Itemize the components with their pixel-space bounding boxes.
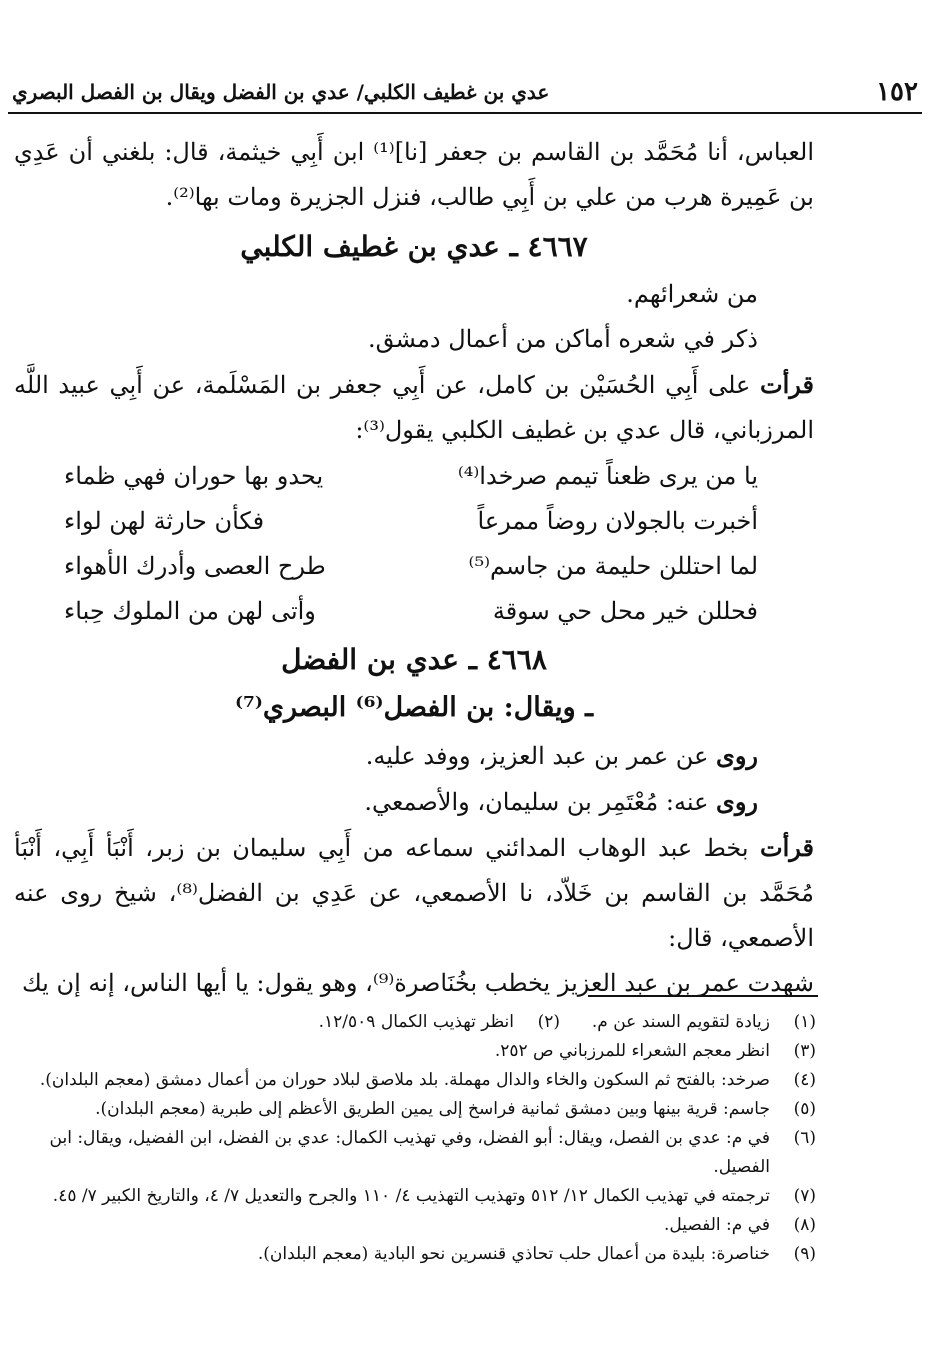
lead-word: روى [716,741,758,770]
verse-first-hemistich: يا من يرى ظعناً تيمم صرخدا⁽⁴⁾ [457,461,758,490]
verse-line [14,543,814,588]
verse-second-hemistich: وأتى لهن من الملوك حِباء [64,596,316,625]
footnote-row [16,1182,816,1211]
footnote-row [16,1211,816,1240]
verse-line [14,588,814,633]
verse-second-hemistich: يحدو بها حوران فهي ظماء [64,461,324,490]
footnote-pair [16,1008,770,1037]
paragraph [14,779,814,825]
footnote-row [16,1037,816,1066]
footnote-text: خناصرة: بليدة من أعمال حلب تحاذي قنسرين نحو البادية (معجم البلدان). [257,1244,770,1264]
paragraph-text: بخط عبد الوهاب المدائني سماعه من أَبِي سليمان بن زبر، أَنْبَأ أَبِي، أَنْبَأ مُحَمَّد بن القاسم بن خَلاّد، نا الأصمعي، عن عَدِي بن الفضل⁽⁸⁾، شيخ روى عنه الأصمعي، قال: [14,834,815,952]
verse-first-hemistich: لما احتللن حليمة من جاسم⁽⁵⁾ [468,551,758,580]
footnote-row [16,1095,816,1124]
lead-word: قرأت [760,833,815,862]
footnote-text: انظر تهذيب الكمال ١٢/٥٠٩. [318,1012,514,1032]
footnote-text: في م: عدي بن الفصل، ويقال: أبو الفضل، وفي تهذيب الكمال: عدي بن الفضل، ابن الفضيل، ويقال: ابن الفصيل. [49,1128,770,1177]
entry-title-4668: ٤٦٦٨ ـ عدي بن الفضل [281,643,547,676]
footnote-text: في م: الفصيل. [663,1215,770,1235]
footnote-text: صرخد: بالفتح ثم السكون والخاء والدال مهملة. بلد ملاصق لبلاد حوران من أعمال دمشق (معجم البلدان). [39,1070,770,1090]
verse-first-hemistich: فحللن خير محل حي سوقة [492,596,758,625]
footnote-number: (٣) [793,1041,816,1061]
footnote-number: (٢) [537,1012,560,1032]
paragraph: من شعرائهم. [626,280,758,308]
paragraph [14,362,814,453]
footnote-number: (٤) [793,1070,816,1090]
verse-second-hemistich: طرح العصى وأدرك الأهواء [64,551,326,580]
footnote-text: ترجمته في تهذيب الكمال ١٢/ ٥١٢ وتهذيب التهذيب ٤/ ١١٠ والجرح والتعديل ٧/ ٤، والتاريخ الكبير ٧/ ٤٥. [52,1186,770,1206]
lead-word: قرأت [760,370,814,399]
footnote-row [16,1124,816,1182]
paragraph: شهدت عمر بن عبد العزيز يخطب بخُنَاصرة⁽⁹⁾، وهو يقول: يا أيها الناس، إنه إن يك [21,969,814,997]
paragraph-text: عنه: مُعْتَمِر بن سليمان، والأصمعي. [364,788,709,816]
footnote-number: (٨) [793,1215,816,1235]
paragraph-text: عن عمر بن عبد العزيز، ووفد عليه. [365,742,709,770]
paragraph [14,733,814,779]
footnote-separator [588,995,818,997]
footnote-row [16,1240,816,1269]
verse-second-hemistich: فكأن حارثة لهن لواء [64,506,265,535]
footnote-number: (٩) [793,1244,816,1264]
footnote-text: جاسم: قرية بينها وبين دمشق ثمانية فراسخ إلى يمين الطريق الأعظم إلى طبرية (معجم البلدان). [95,1099,770,1119]
paragraph: العباس، أنا مُحَمَّد بن القاسم بن جعفر [نا]⁽¹⁾ ابن أَبِي خيثمة، قال: بلغني أن عَدِي بن عَمِيرة هرب من علي بن أَبِي طالب، فنزل الجزيرة ومات بها⁽²⁾. [14,138,814,211]
verse-line [14,453,814,498]
verse-line [14,498,814,543]
footnote-number: (٦) [793,1128,816,1148]
footnote-text: زيادة لتقويم السند عن م. [591,1012,770,1032]
footnote-row [16,1066,816,1095]
main-text [14,130,814,1006]
footnote-text: انظر معجم الشعراء للمرزباني ص ٢٥٢. [494,1041,770,1061]
paragraph: ذكر في شعره أماكن من أعمال دمشق. [368,325,758,353]
poem [14,453,814,633]
paragraph-text: على أَبِي الحُسَيْن بن كامل، عن أَبِي جعفر بن المَسْلَمة، عن أَبِي عبيد اللَّه المرزباني، قال عدي بن غطيف الكلبي يقول⁽³⁾: [14,371,814,444]
footnote-number: (٧) [793,1186,816,1206]
footnotes [16,1008,816,1269]
footnote-number: (١) [793,1012,816,1032]
verse-first-hemistich: أخبرت بالجولان روضاً ممرعاً [477,506,758,535]
footnote-number: (٥) [793,1099,816,1119]
lead-word: روى [716,787,758,816]
page-number: ١٥٢ [876,77,918,107]
running-head [8,72,922,114]
paragraph [14,825,814,961]
entry-title-4667: ٤٦٦٧ ـ عدي بن غطيف الكلبي [240,230,588,263]
running-title: عدي بن غطيف الكلبي/ عدي بن الفضل ويقال بن الفصل البصري [12,80,550,104]
entry-subtitle-4668: ـ ويقال: بن الفصل⁽⁶⁾ البصري⁽⁷⁾ [234,692,593,723]
footnote-row [16,1008,816,1037]
